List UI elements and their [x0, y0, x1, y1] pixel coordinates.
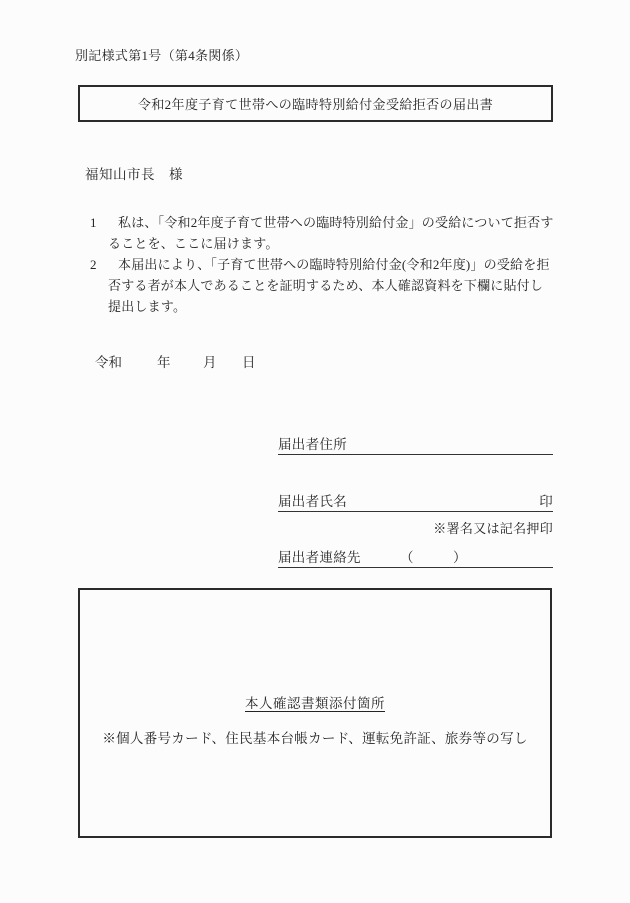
year-label: 年: [157, 355, 171, 370]
declarant-name-row: [278, 494, 553, 512]
attachment-heading: 本人確認書類添付箇所: [245, 696, 385, 711]
clause-list: [90, 212, 555, 317]
contact-paren-close: ）: [453, 550, 467, 565]
date-line: [0, 351, 630, 369]
era-label: 令和: [95, 355, 122, 370]
attachment-box: [78, 588, 552, 838]
day-label: 日: [242, 355, 256, 370]
form-title: 令和2年度子育て世帯への臨時特別給付金受給拒否の届出書: [137, 97, 494, 112]
declarant-contact-row: [278, 550, 553, 568]
month-label: 月: [203, 355, 217, 370]
clause-item-2: [90, 254, 555, 317]
declarant-contact-label: 届出者連絡先: [278, 550, 361, 565]
declarant-name-label: 届出者氏名: [278, 494, 347, 509]
clause-text: 私は、「令和2年度子育て世帯への臨時特別給付金」の受給について拒否することを、ここに届けます。: [108, 215, 554, 251]
declarant-address-label: 届出者住所: [278, 437, 347, 452]
declarant-address-row: [278, 437, 553, 455]
addressee-line: 福知山市長 様: [85, 167, 183, 182]
attachment-note: ※個人番号カード、住民基本台帳カード、運転免許証、旅券等の写し: [102, 731, 528, 746]
seal-mark: 印: [539, 494, 553, 509]
clause-number: 2: [90, 257, 97, 272]
seal-note: ※署名又は記名押印: [433, 521, 553, 536]
clause-text: 本届出により、「子育て世帯への臨時特別給付金(令和2年度)」の受給を拒否する者が本人であることを証明するため、本人確認資料を下欄に貼付し提出します。: [108, 257, 550, 314]
clause-item-1: [90, 212, 555, 254]
form-title-box: [78, 85, 553, 122]
contact-paren-open: （: [400, 550, 414, 565]
form-reference-label: 別記様式第1号（第4条関係）: [75, 48, 249, 63]
clause-number: 1: [90, 215, 97, 230]
